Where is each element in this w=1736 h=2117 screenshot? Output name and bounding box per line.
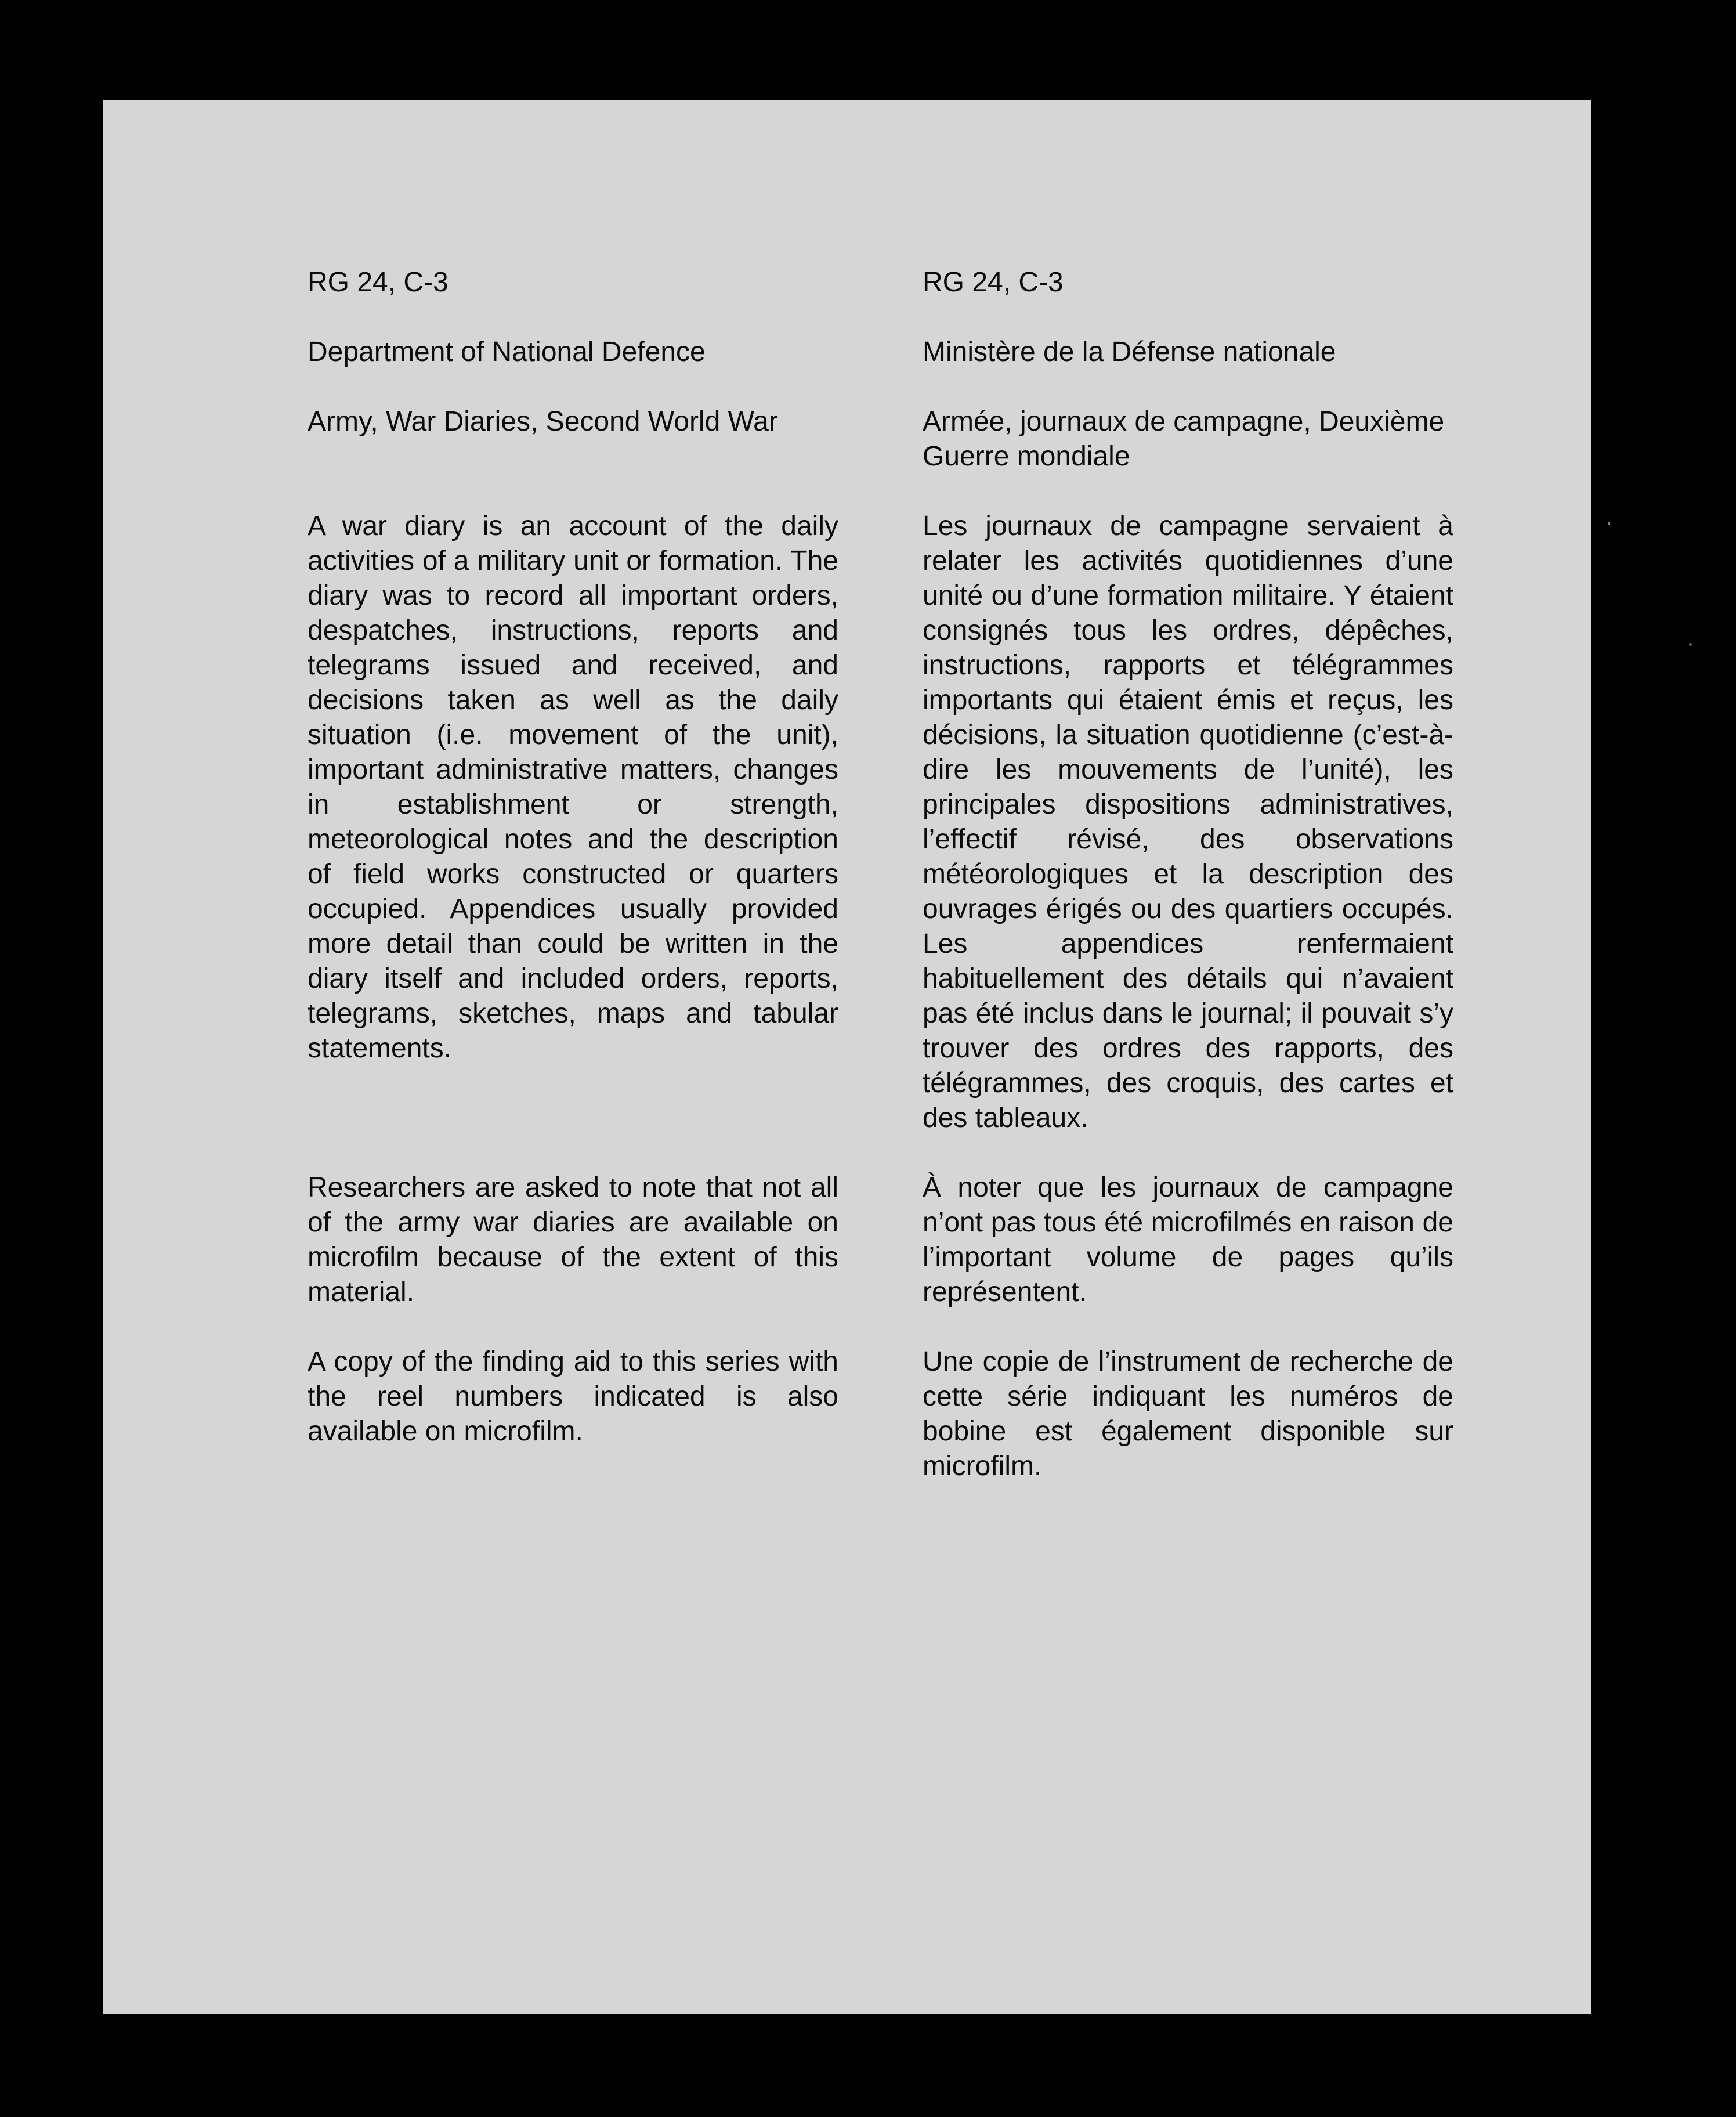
finding-aid-note: Une copie de l’instrument de recherche de cette série indiquant les numéros de bobine est également disponible sur microfilm. [923,1346,1453,1482]
english-column [308,265,838,1449]
record-group-reference: RG 24, C-3 [923,267,1064,298]
series-title: Armée, journaux de campagne, Deuxième Guerre mondiale [923,406,1445,472]
department-name: Department of National Defence [308,337,706,367]
war-diary-description: Les journaux de campagne servaient à relater les activités quotidiennes d’une unité ou d’une formation militaire. Y étaient consignés tous les ordres, dépêches, instructions, rapports et télégrammes importants qui étaient émis et reçus, les décisions, la situation quotidienne (c’est-à-dire les mouvements de l’unité), les principales dispositions administratives, l’effectif révisé, des observations météorologiques et la description des ouvrages érigés ou des quartiers occupés. Les appendices renfermaient habituellement des détails qui n’avaient pas été inclus dans le journal; il pouvait s’y trouver des ordres des rapports, des télégrammes, des croquis, des cartes et des tableaux. [923,511,1453,1133]
researchers-note: À noter que les journaux de campagne n’ont pas tous été microfilmés en raison de l’important volume de pages qu’ils représentent. [923,1172,1453,1307]
series-title: Army, War Diaries, Second World War [308,406,778,437]
department-name: Ministère de la Défense nationale [923,337,1336,367]
record-group-reference: RG 24, C-3 [308,267,449,298]
scan-speck [1608,522,1610,525]
document-page [103,100,1591,2014]
researchers-note: Researchers are asked to note that not all of the army war diaries are available on microfilm because of the extent of this material. [308,1172,838,1307]
finding-aid-note: A copy of the finding aid to this series with the reel numbers indicated is also available on microfilm. [308,1346,838,1447]
french-column [923,265,1453,1484]
scan-speck [1689,643,1692,646]
war-diary-description: A war diary is an account of the daily activities of a military unit or formation. The diary was to record all important orders, despatches, instructions, reports and telegrams issued and received, and decisions taken as well as the daily situation (i.e. movement of the unit), important administrative matters, changes in establishment or strength, meteorological notes and the description of field works constructed or quarters occupied. Appendices usually provided more detail than could be written in the diary itself and included orders, reports, telegrams, sketches, maps and tabular statements. [308,511,838,1064]
